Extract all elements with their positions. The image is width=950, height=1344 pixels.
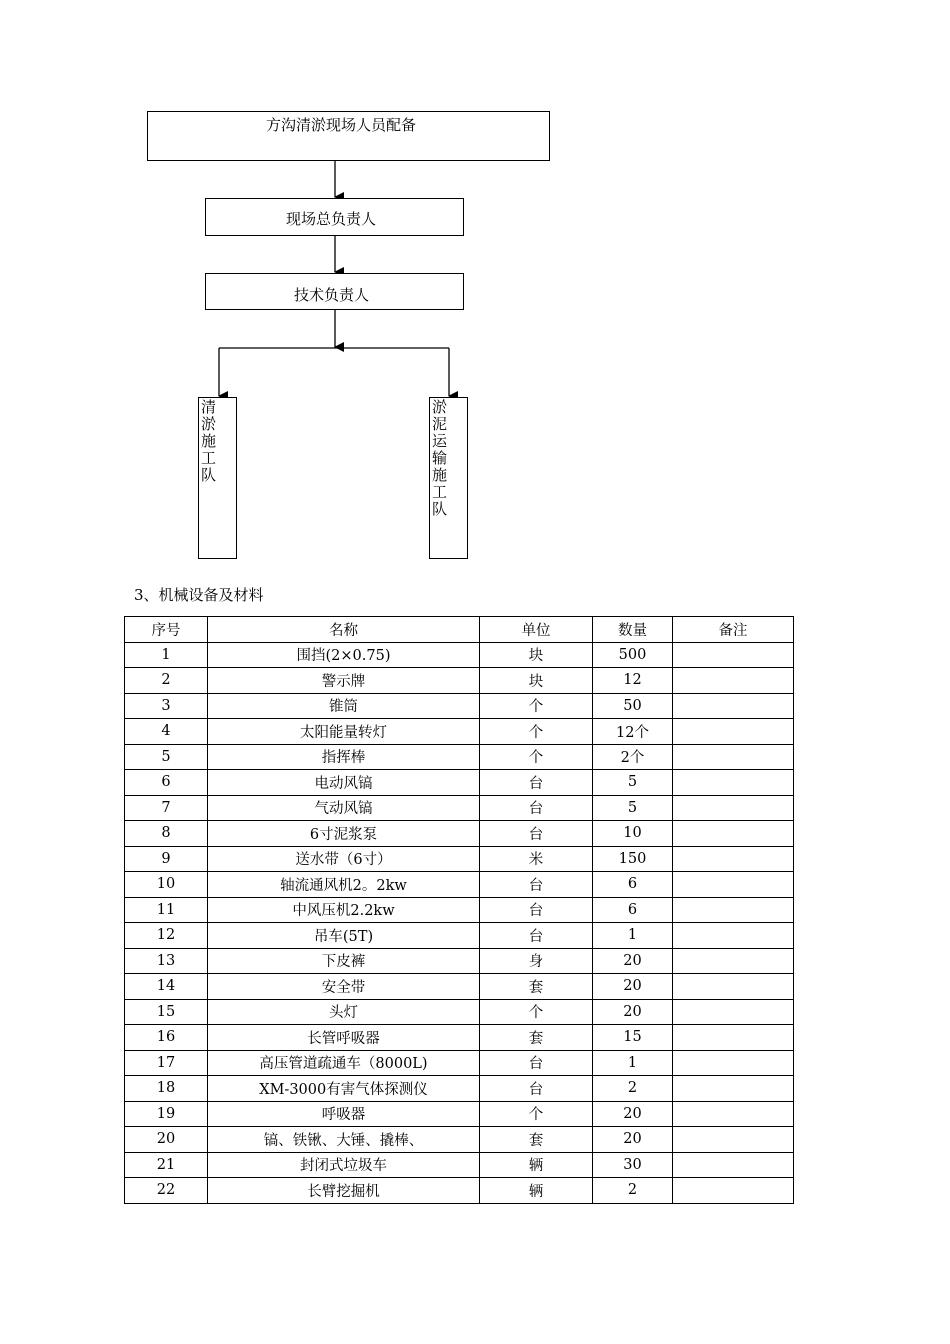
cell-remarks <box>673 642 794 668</box>
table-row <box>125 642 794 668</box>
table-row <box>125 821 794 847</box>
cell-quantity: 5 <box>593 770 673 796</box>
cell-remarks <box>673 897 794 923</box>
table-row <box>125 872 794 898</box>
cell-unit: 台 <box>480 1076 593 1102</box>
cell-index: 14 <box>125 974 208 1000</box>
org-chart-connectors <box>0 0 950 600</box>
cell-quantity: 6 <box>593 897 673 923</box>
cell-quantity: 2 <box>593 1076 673 1102</box>
cell-quantity: 150 <box>593 846 673 872</box>
cell-remarks <box>673 1127 794 1153</box>
table-row <box>125 770 794 796</box>
org-level2-text: 技术负责人 <box>294 286 370 304</box>
cell-quantity: 20 <box>593 1101 673 1127</box>
cell-quantity: 12个 <box>593 719 673 745</box>
cell-index: 17 <box>125 1050 208 1076</box>
cell-remarks <box>673 1101 794 1127</box>
org-level1-text: 现场总负责人 <box>286 210 377 228</box>
table-row <box>125 1178 794 1204</box>
cell-remarks <box>673 999 794 1025</box>
cell-quantity: 12 <box>593 668 673 694</box>
cell-remarks <box>673 744 794 770</box>
table-row <box>125 1127 794 1153</box>
org-team-1-text: 清淤施工队 <box>201 398 217 484</box>
cell-remarks <box>673 795 794 821</box>
equipment-table <box>124 616 794 1204</box>
cell-name: 气动风镐 <box>208 795 480 821</box>
cell-unit: 套 <box>480 974 593 1000</box>
cell-remarks <box>673 1178 794 1204</box>
cell-index: 22 <box>125 1178 208 1204</box>
cell-quantity: 6 <box>593 872 673 898</box>
cell-unit: 台 <box>480 770 593 796</box>
table-row <box>125 1050 794 1076</box>
cell-remarks <box>673 974 794 1000</box>
table-header-row <box>125 617 794 643</box>
cell-remarks <box>673 1050 794 1076</box>
cell-unit: 套 <box>480 1127 593 1153</box>
cell-name: 长臂挖掘机 <box>208 1178 480 1204</box>
cell-quantity: 500 <box>593 642 673 668</box>
table-row <box>125 1025 794 1051</box>
cell-name: 下皮裤 <box>208 948 480 974</box>
cell-unit: 台 <box>480 1050 593 1076</box>
cell-index: 21 <box>125 1152 208 1178</box>
cell-unit: 辆 <box>480 1152 593 1178</box>
cell-quantity: 50 <box>593 693 673 719</box>
cell-name: 安全带 <box>208 974 480 1000</box>
cell-name: 送水带（6寸） <box>208 846 480 872</box>
cell-quantity: 20 <box>593 974 673 1000</box>
cell-index: 2 <box>125 668 208 694</box>
cell-name: 头灯 <box>208 999 480 1025</box>
cell-index: 12 <box>125 923 208 949</box>
cell-remarks <box>673 846 794 872</box>
cell-quantity: 30 <box>593 1152 673 1178</box>
table-row <box>125 999 794 1025</box>
cell-quantity: 1 <box>593 1050 673 1076</box>
cell-remarks <box>673 821 794 847</box>
cell-name: 吊车(5T) <box>208 923 480 949</box>
cell-unit: 台 <box>480 923 593 949</box>
cell-index: 7 <box>125 795 208 821</box>
cell-unit: 台 <box>480 821 593 847</box>
cell-quantity: 20 <box>593 999 673 1025</box>
cell-index: 1 <box>125 642 208 668</box>
cell-remarks <box>673 1025 794 1051</box>
table-row <box>125 693 794 719</box>
cell-name: 镐、铁锹、大锤、撬棒、 <box>208 1127 480 1153</box>
cell-unit: 块 <box>480 642 593 668</box>
cell-unit: 身 <box>480 948 593 974</box>
cell-unit: 套 <box>480 1025 593 1051</box>
header-quantity: 数量 <box>593 617 673 643</box>
cell-name: 呼吸器 <box>208 1101 480 1127</box>
cell-remarks <box>673 719 794 745</box>
cell-index: 18 <box>125 1076 208 1102</box>
cell-name: 警示牌 <box>208 668 480 694</box>
header-name: 名称 <box>208 617 480 643</box>
cell-index: 19 <box>125 1101 208 1127</box>
cell-unit: 米 <box>480 846 593 872</box>
cell-unit: 个 <box>480 693 593 719</box>
table-row <box>125 719 794 745</box>
table-row <box>125 668 794 694</box>
table-row <box>125 1076 794 1102</box>
cell-name: 电动风镐 <box>208 770 480 796</box>
cell-index: 8 <box>125 821 208 847</box>
cell-quantity: 10 <box>593 821 673 847</box>
cell-index: 11 <box>125 897 208 923</box>
cell-remarks <box>673 872 794 898</box>
cell-unit: 台 <box>480 795 593 821</box>
cell-unit: 块 <box>480 668 593 694</box>
cell-index: 4 <box>125 719 208 745</box>
cell-unit: 辆 <box>480 1178 593 1204</box>
cell-index: 3 <box>125 693 208 719</box>
cell-name: 指挥棒 <box>208 744 480 770</box>
cell-remarks <box>673 948 794 974</box>
table-row <box>125 846 794 872</box>
cell-remarks <box>673 1152 794 1178</box>
cell-unit: 个 <box>480 1101 593 1127</box>
cell-quantity: 2个 <box>593 744 673 770</box>
cell-quantity: 1 <box>593 923 673 949</box>
cell-quantity: 15 <box>593 1025 673 1051</box>
table-row <box>125 1101 794 1127</box>
cell-index: 13 <box>125 948 208 974</box>
cell-name: 高压管道疏通车（8000L) <box>208 1050 480 1076</box>
cell-name: 6寸泥浆泵 <box>208 821 480 847</box>
header-remarks: 备注 <box>673 617 794 643</box>
cell-index: 9 <box>125 846 208 872</box>
table-body <box>125 642 794 1203</box>
cell-unit: 台 <box>480 872 593 898</box>
table-row <box>125 948 794 974</box>
cell-remarks <box>673 770 794 796</box>
cell-quantity: 2 <box>593 1178 673 1204</box>
cell-name: 锥筒 <box>208 693 480 719</box>
cell-name: 围挡(2×0.75) <box>208 642 480 668</box>
cell-index: 10 <box>125 872 208 898</box>
table-row <box>125 1152 794 1178</box>
cell-name: 封闭式垃圾车 <box>208 1152 480 1178</box>
table-row <box>125 974 794 1000</box>
cell-quantity: 5 <box>593 795 673 821</box>
cell-unit: 台 <box>480 897 593 923</box>
cell-index: 6 <box>125 770 208 796</box>
cell-index: 16 <box>125 1025 208 1051</box>
cell-unit: 个 <box>480 744 593 770</box>
cell-remarks <box>673 923 794 949</box>
cell-quantity: 20 <box>593 948 673 974</box>
cell-name: 轴流通风机2。2kw <box>208 872 480 898</box>
org-title-text: 方沟清淤现场人员配备 <box>266 116 417 134</box>
cell-name: 长管呼吸器 <box>208 1025 480 1051</box>
cell-name: 太阳能量转灯 <box>208 719 480 745</box>
cell-remarks <box>673 1076 794 1102</box>
cell-index: 20 <box>125 1127 208 1153</box>
table-row <box>125 744 794 770</box>
cell-unit: 个 <box>480 999 593 1025</box>
cell-remarks <box>673 693 794 719</box>
cell-index: 5 <box>125 744 208 770</box>
cell-remarks <box>673 668 794 694</box>
cell-index: 15 <box>125 999 208 1025</box>
cell-quantity: 20 <box>593 1127 673 1153</box>
table-row <box>125 923 794 949</box>
table-row <box>125 897 794 923</box>
org-team-2-text: 淤泥运输施工队 <box>432 398 448 518</box>
cell-name: 中风压机2.2kw <box>208 897 480 923</box>
cell-name: XM-3000有害气体探测仪 <box>208 1076 480 1102</box>
table-row <box>125 795 794 821</box>
header-index: 序号 <box>125 617 208 643</box>
section-title: 3、机械设备及材料 <box>134 586 264 604</box>
header-unit: 单位 <box>480 617 593 643</box>
cell-unit: 个 <box>480 719 593 745</box>
